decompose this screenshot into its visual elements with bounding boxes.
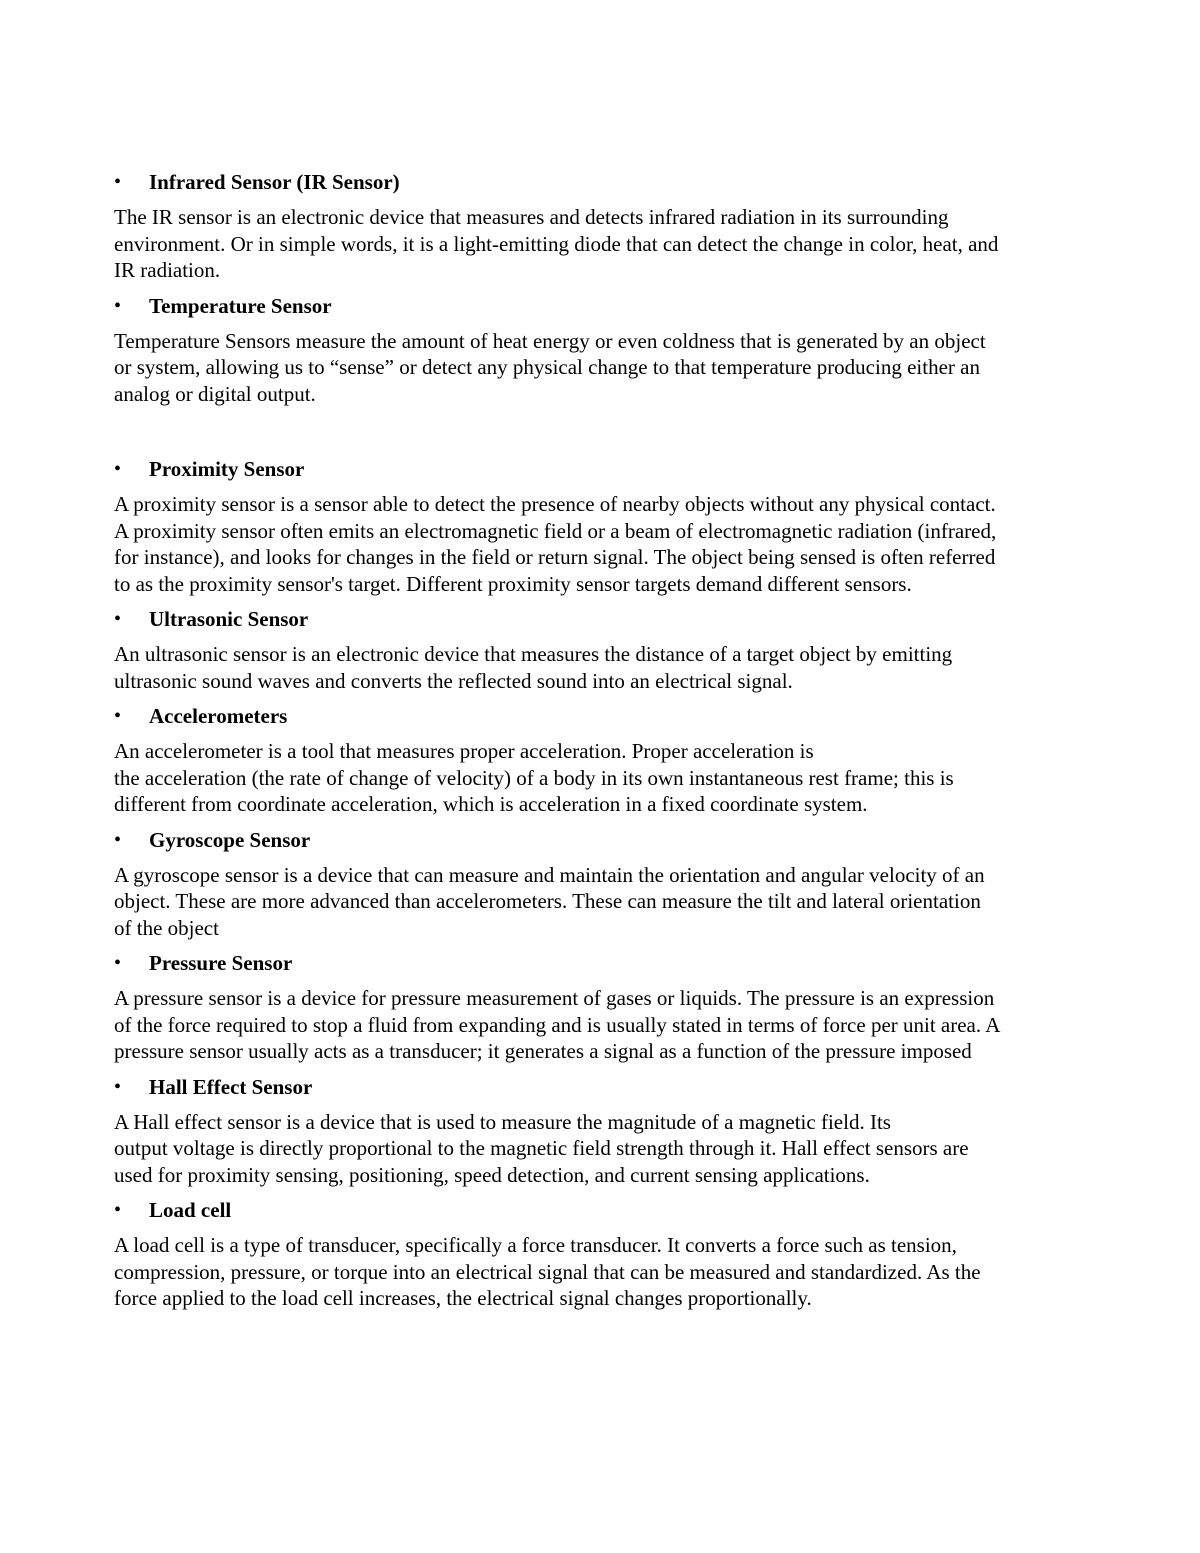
section-gyroscope-sensor: [114, 824, 1089, 942]
section-heading: [114, 700, 1089, 732]
bullet-icon: •: [114, 458, 122, 480]
heading-text: Pressure Sensor: [149, 951, 293, 975]
section-heading: [114, 603, 1089, 635]
section-heading: [114, 290, 1089, 322]
section-infrared-sensor: [114, 166, 1089, 284]
section-heading: [114, 947, 1089, 979]
bullet-icon: •: [114, 828, 122, 851]
bullet-icon: •: [114, 1199, 122, 1221]
bullet-icon: •: [114, 608, 122, 630]
heading-text: Ultrasonic Sensor: [149, 607, 309, 631]
section-heading: [114, 1194, 1089, 1226]
section-ultrasonic-sensor: [114, 603, 1089, 694]
heading-text: Accelerometers: [149, 704, 288, 728]
heading-text: Infrared Sensor (IR Sensor): [149, 170, 400, 194]
section-accelerometers: [114, 700, 1089, 818]
heading-text: Gyroscope Sensor: [149, 827, 311, 852]
section-body: An ultrasonic sensor is an electronic device that measures the distance of a target object by emitting ultrasonic sound waves and converts the reflected sound into an electrical signal.: [114, 642, 953, 693]
heading-text: Temperature Sensor: [149, 293, 332, 318]
bullet-icon: •: [114, 171, 122, 193]
section-temperature-sensor: [114, 290, 1089, 408]
section-proximity-sensor: [114, 453, 1089, 597]
section-body: A pressure sensor is a device for pressure measurement of gases or liquids. The pressure is an expression of the force required to stop a fluid from expanding and is usually stated in terms of force per unit area. A pressure sensor usually acts as a transducer; it generates a signal as a function of the pressure imposed: [114, 986, 1001, 1063]
document-page: [114, 166, 1089, 1318]
section-body: A Hall effect sensor is a device that is used to measure the magnitude of a magnetic field. Its output voltage is directly proportional to the magnetic field strength through it. Hall effect sensors are used for proximity sensing, positioning, speed detection, and current sensing applications.: [114, 1109, 969, 1187]
section-body: A proximity sensor is a sensor able to detect the presence of nearby objects without any physical contact. A proximity sensor often emits an electromagnetic field or a beam of electromagnetic radiation (infrared, for instance), and looks for changes in the field or return signal. The object being sensed is often referred to as the proximity sensor's target. Different proximity sensor targets demand different sensors.: [114, 492, 997, 596]
section-load-cell: [114, 1194, 1089, 1312]
heading-text: Hall Effect Sensor: [149, 1074, 313, 1099]
heading-text: Proximity Sensor: [149, 457, 305, 481]
bullet-icon: •: [114, 705, 122, 727]
section-body: Temperature Sensors measure the amount of heat energy or even coldness that is generated by an object or system, allowing us to “sense” or detect any physical change to that temperature producing either an analog or digital output.: [114, 328, 986, 406]
section-pressure-sensor: [114, 947, 1089, 1065]
section-heading: [114, 824, 1089, 856]
heading-text: Load cell: [149, 1198, 232, 1222]
bullet-icon: •: [114, 1075, 122, 1098]
bullet-icon: •: [114, 294, 122, 317]
section-body: The IR sensor is an electronic device that measures and detects infrared radiation in its surrounding environment. Or in simple words, it is a light-emitting diode that can detect the change in color, heat, and IR radiation.: [114, 205, 999, 282]
bullet-icon: •: [114, 952, 122, 974]
section-heading: [114, 166, 1089, 198]
section-hall-effect-sensor: [114, 1071, 1089, 1189]
section-body: An accelerometer is a tool that measures proper acceleration. Proper acceleration is the acceleration (the rate of change of velocity) of a body in its own instantaneous rest frame; this is different from coordinate acceleration, which is acceleration in a fixed coordinate system.: [114, 739, 954, 816]
section-heading: [114, 1071, 1089, 1103]
section-body: A load cell is a type of transducer, specifically a force transducer. It converts a force such as tension, compression, pressure, or torque into an electrical signal that can be measured and standardized. As the force applied to the load cell increases, the electrical signal changes proportionally.: [114, 1233, 981, 1310]
section-body: A gyroscope sensor is a device that can measure and maintain the orientation and angular velocity of an object. These are more advanced than accelerometers. These can measure the tilt and lateral orientation of the object: [114, 862, 985, 940]
section-heading: [114, 453, 1089, 485]
blank-line: [114, 413, 1089, 453]
